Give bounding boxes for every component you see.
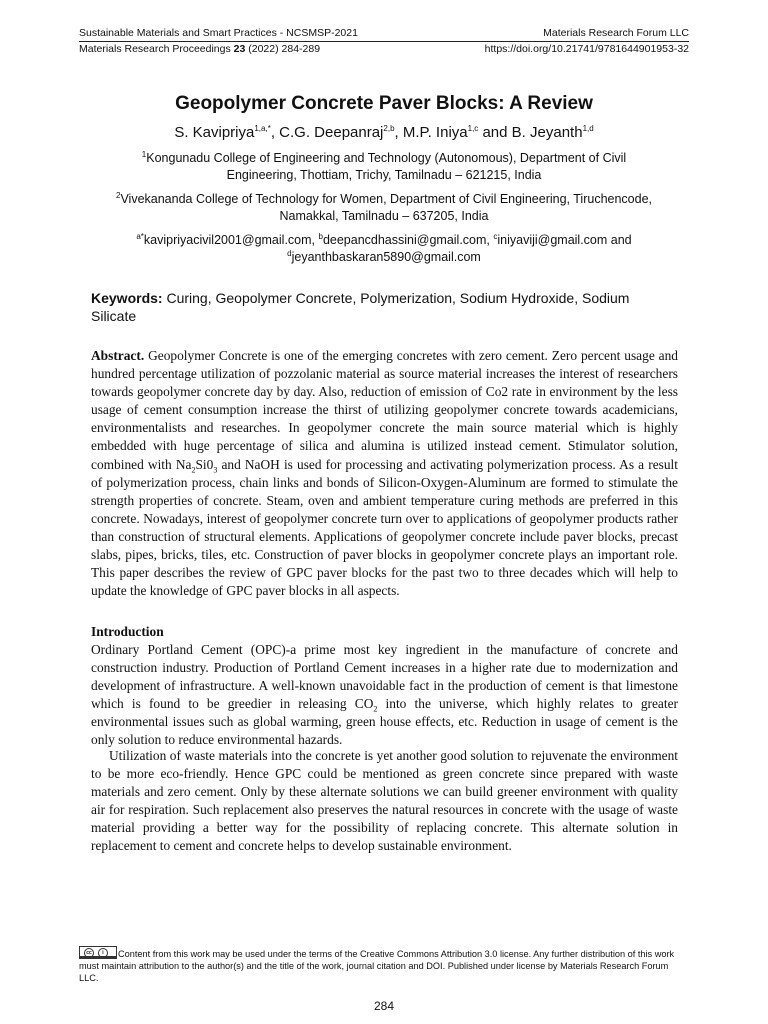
conference-name: Sustainable Materials and Smart Practices - NCSMSP-2021 [79, 27, 358, 39]
volume-number: 23 [233, 43, 246, 55]
license-text: Content from this work may be used under the terms of the Creative Commons Attribution 3.0 license. Any further distribution of this work must maintain attribution to the author(s) and the title of the work, journal citation and DOI. Published under license by Materials Research Forum LLC. [79, 949, 675, 983]
proceedings-citation: Materials Research Proceedings 23 (2022) 284-289 [79, 43, 321, 55]
running-header-bottom [79, 41, 689, 56]
keywords-text: Curing, Geopolymer Concrete, Polymerization, Sodium Hydroxide, Sodium Silicate [91, 290, 630, 324]
paper-title: Geopolymer Concrete Paver Blocks: A Review [175, 93, 593, 114]
email-link[interactable]: kavipriyacivil2001@gmail.com, [143, 233, 319, 247]
doi-link[interactable]: https://doi.org/10.21741/9781644901953-32 [484, 43, 689, 55]
section-heading-introduction: Introduction [91, 624, 164, 639]
author-name: B. Jeyanth [511, 124, 583, 141]
license-notice [79, 946, 689, 984]
author-name: C.G. Deepanraj [279, 124, 384, 141]
abstract-label: Abstract. [91, 348, 145, 363]
keywords-label: Keywords: [91, 290, 163, 306]
email-link[interactable]: deepancdhassini@gmail.com, [322, 233, 494, 247]
page-number: 284 [373, 999, 395, 1013]
keywords [91, 289, 678, 325]
running-header-top [79, 27, 689, 40]
affiliation-2: $^2$Vivekananda College of Technology for Women, Department of Civil Engineering, Tiruchencode, Namakkal, Tamilnadu – 637205, India [115, 190, 652, 223]
affiliation-1: $^1$Kongunadu College of Engineering and Technology (Autonomous), Department of Civil Engineering, Thottiam, Trichy, Tamilnadu – 621215, India [141, 149, 627, 182]
author-emails: $^{a*}$kavipriyacivil2001@gmail.com, $^b$deepancdhassini@gmail.com, $^c$iniyaviji@gmail.com and $^d$jeyanthbaskaran5890@gmail.com [136, 231, 632, 264]
author-list: S. Kavipriya$^{1,a,*}$, C.G. Deepanraj$^{2,b}$, M.P. Iniya$^{1,c}$ and B. Jeyanth$^{1,d}$ [174, 124, 594, 141]
paragraph: Utilization of waste materials into the concrete is yet another good solution to rejuvenate the environment to be more eco-friendly. Hence GPC could be mentioned as green concrete since prepared with waste materials and zero cement. Only by these alternate solutions we can build greener environment with quality air for respiration. Such replacement also preserves the natural resources in concrete with the usage of waste material providing a better way for the possibility of replacing concrete. This alternate solution in replacement to cement and concrete helps to develop sustainable environment. [91, 748, 678, 854]
abstract: Abstract. Geopolymer Concrete is one of the emerging concretes with zero cement. Zero percent usage and hundred percentage utilization of pozzolanic material as source material increases the interest of researchers towards geopolymer concrete day by day. Also, reduction of emission of Co2 rate in environment by the less usage of cement consumption increase the thirst of utilizing geopolymer concrete towards academicians, environmentalists and researches. In geopolymer concrete the main source material which is highly embedded with huge percentage of silica and alumina is utilized instead cement. Stimulator solution, combined with $Na_2Si0_3$ and NaOH is used for processing and activating polymerization process. As a result of polymerization process, chain links and bonds of Silicon-Oxygen-Aluminum are formed to stimulate the strength properties of concrete. Steam, oven and ambient temperature curing methods are preferred in this concrete. Nowadays, interest of geopolymer concrete turn over to applications of geopolymer products rather than construction of structural elements. Applications of geopolymer concrete include paver blocks, precast slabs, pipes, bricks, tiles, etc. Construction of paver blocks in geopolymer concrete plays an important role. This paper describes the review of GPC paver blocks for the past two to three decades which will help to update the knowledge of GPC paver blocks in all aspects. [91, 348, 678, 599]
creative-commons-icon[interactable]: cc i [79, 946, 117, 959]
author-name: M.P. Iniya [402, 124, 468, 141]
author-name: S. Kavipriya [174, 124, 255, 141]
email-link[interactable]: iniyaviji@gmail.com and [497, 233, 632, 247]
publisher-name: Materials Research Forum LLC [543, 27, 689, 39]
email-link[interactable]: jeyanthbaskaran5890@gmail.com [291, 250, 481, 264]
paragraph: Ordinary Portland Cement (OPC)-a prime most key ingredient in the manufacture of concrete and construction industry. Production of Portland Cement increases in a higher rate due to modernization and development of infrastructure. A well-known unavoidable fact in the production of cement is that limestone which is found to be greedier in releasing $CO_2$ into the universe, which highly relates to greater environmental issues such as global warming, green house effects, etc. Reduction in usage of cement is the only solution to reduce environmental hazards. [91, 642, 678, 748]
